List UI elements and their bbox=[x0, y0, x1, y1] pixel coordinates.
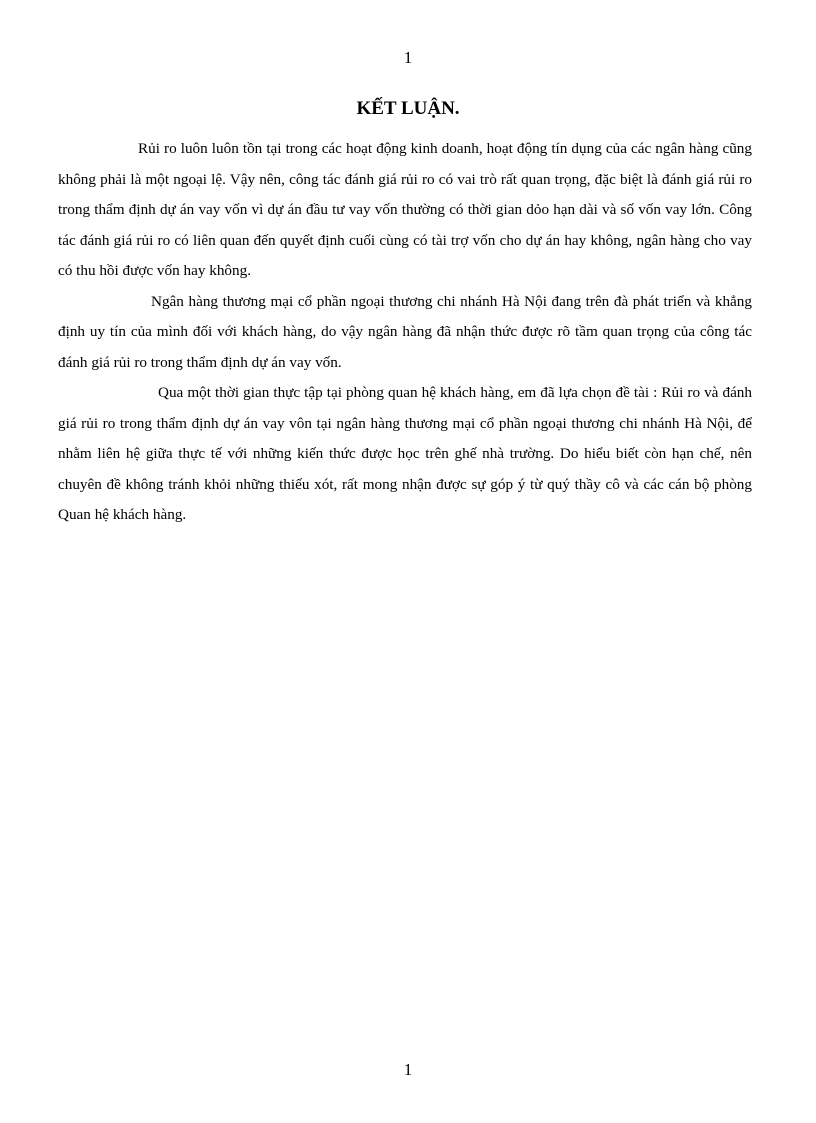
page-number-footer: 1 bbox=[403, 1060, 413, 1079]
paragraph: Rủi ro luôn luôn tồn tại trong các hoạt động kinh doanh, hoạt động tín dụng của các ngân hàng cũng không phải là một ngoại lệ. Vậy nên, công tác đánh giá rủi ro có vai trò rất quan trọng, đặc biệt là đánh giá rủi ro trong thẩm định dự án vay vốn vì dự án đầu tư vay vốn thường có thời gian dỏo hạn dài và số vốn vay lớn. Công tác đánh giá rủi ro có liên quan đến quyết định cuối cùng có tài trợ vốn cho dự án hay không, ngân hàng cho vay có thu hồi được vốn hay không. bbox=[58, 140, 752, 279]
page-title: KẾT LUẬN. bbox=[356, 98, 460, 119]
paragraph: Qua một thời gian thực tập tại phòng quan hệ khách hàng, em đã lựa chọn đề tài : Rủi ro và đánh giá rủi ro trong thẩm định dự án vay vôn tại ngân hàng thương mại cổ phần ngoại thương chi nhánh Hà Nội, để nhằm liên hệ giữa thực tế với những kiến thức được học trên ghế nhà trường. Do hiểu biết còn hạn chế, nên chuyên đề không tránh khỏi những thiếu xót, rất mong nhận được sự góp ý từ quý thầy cô và các cán bộ phòng Quan hệ khách hàng. bbox=[58, 384, 752, 523]
paragraph: Ngân hàng thương mại cổ phần ngoại thương chi nhánh Hà Nội đang trên đà phát triển và khẳng định uy tín của mình đối với khách hàng, do vậy ngân hàng đã nhận thức được rõ tầm quan trọng của công tác đánh giá rủi ro trong thẩm định dự án vay vốn. bbox=[58, 292, 752, 371]
document-body bbox=[58, 134, 752, 531]
page-number-header: 1 bbox=[403, 48, 413, 67]
